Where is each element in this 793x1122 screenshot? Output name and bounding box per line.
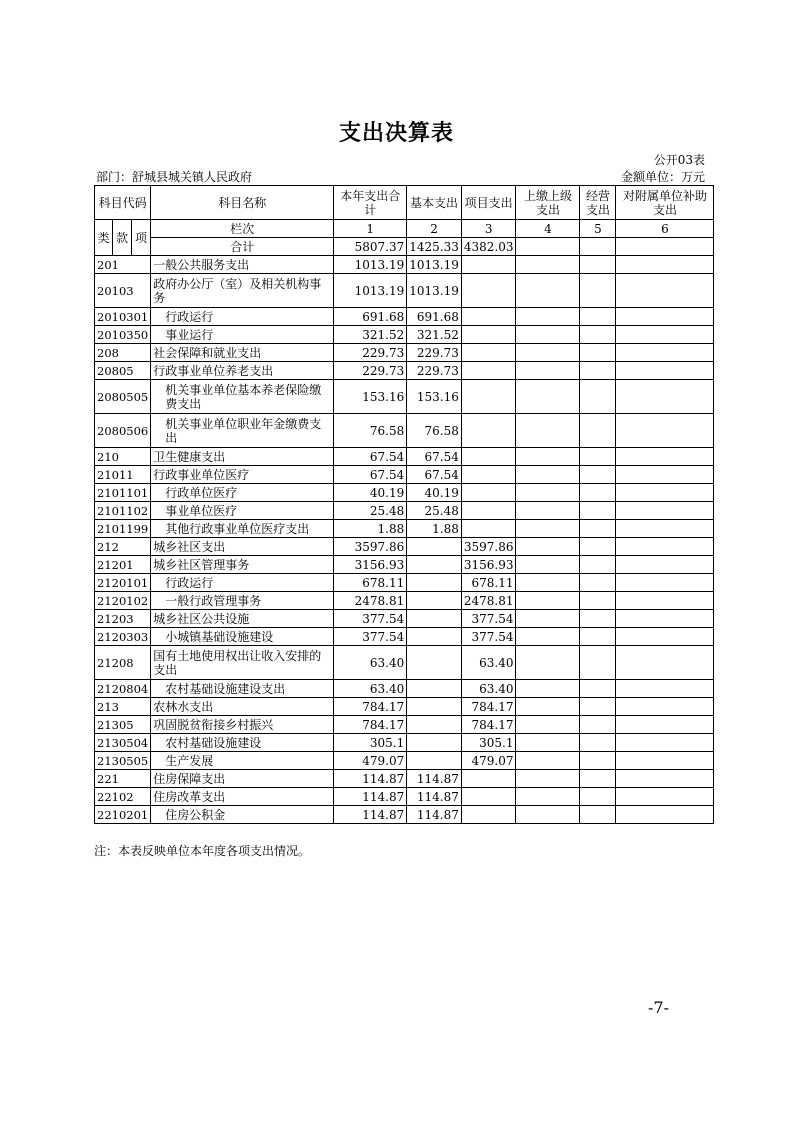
row-empty-cell [580,326,616,344]
row-name: 行政运行 [151,308,334,326]
row-empty-cell [580,274,616,308]
column-number-row [95,220,714,238]
row-code: 2101199 [95,520,151,538]
row-c2 [407,698,462,716]
row-empty-cell [516,788,580,806]
row-c3 [461,466,516,484]
row-c3 [461,448,516,466]
header-kuan: 款 [113,220,131,256]
row-empty-cell [516,256,580,274]
total-c1: 5807.37 [334,238,407,256]
col-number-3: 3 [461,220,516,238]
row-empty-cell [616,538,714,556]
row-c3 [461,770,516,788]
table-row [95,466,714,484]
row-empty-cell [516,734,580,752]
row-c1: 377.54 [334,610,407,628]
row-empty-cell [516,806,580,824]
row-code: 201 [95,256,151,274]
row-code: 2010301 [95,308,151,326]
row-empty-cell [516,414,580,448]
table-row [95,680,714,698]
row-name: 城乡社区管理事务 [151,556,334,574]
row-name: 机关事业单位职业年金缴费支出 [151,414,334,448]
table-row [95,628,714,646]
row-empty-cell [516,362,580,380]
row-c3 [461,326,516,344]
row-empty-cell [516,274,580,308]
row-c1: 229.73 [334,362,407,380]
row-c3: 784.17 [461,716,516,734]
table-row [95,274,714,308]
row-name: 社会保障和就业支出 [151,344,334,362]
row-empty-cell [580,520,616,538]
row-code: 208 [95,344,151,362]
row-name: 卫生健康支出 [151,448,334,466]
row-empty-cell [616,380,714,414]
row-empty-cell [580,592,616,610]
row-empty-cell [580,484,616,502]
row-c3 [461,362,516,380]
header-operating-expenditure: 经营支出 [580,186,616,220]
row-empty-cell [580,414,616,448]
row-name: 住房保障支出 [151,770,334,788]
row-empty-cell [616,716,714,734]
row-c1: 229.73 [334,344,407,362]
row-c1: 1013.19 [334,274,407,308]
row-empty-cell [516,502,580,520]
header-row [95,186,714,220]
row-empty-cell [580,680,616,698]
table-row [95,556,714,574]
row-c2 [407,556,462,574]
row-c3 [461,520,516,538]
row-empty-cell [616,752,714,770]
header-lanci: 栏次 [151,220,334,238]
table-row [95,770,714,788]
row-empty-cell [516,592,580,610]
row-c3: 377.54 [461,628,516,646]
table-note: 注：本表反映单位本年度各项支出情况。 [94,844,311,858]
table-row [95,256,714,274]
row-empty-cell [580,770,616,788]
table-row [95,538,714,556]
total-row [95,238,714,256]
row-empty-cell [580,788,616,806]
form-number: 公开03表 [653,153,705,167]
row-c1: 691.68 [334,308,407,326]
row-c2 [407,680,462,698]
row-empty-cell [516,520,580,538]
table-body [95,256,714,824]
row-empty-cell [616,646,714,680]
row-code: 221 [95,770,151,788]
row-empty-cell [516,556,580,574]
col-number-5: 5 [580,220,616,238]
row-code: 20805 [95,362,151,380]
row-c2: 40.19 [407,484,462,502]
row-name: 城乡社区支出 [151,538,334,556]
row-empty-cell [516,344,580,362]
row-empty-cell [616,448,714,466]
table-row [95,788,714,806]
row-c3: 3156.93 [461,556,516,574]
row-c3: 305.1 [461,734,516,752]
header-name: 科目名称 [151,186,334,220]
row-code: 2120303 [95,628,151,646]
row-c1: 1.88 [334,520,407,538]
table-row [95,414,714,448]
row-empty-cell [616,806,714,824]
row-name: 一般行政管理事务 [151,592,334,610]
col-number-1: 1 [334,220,407,238]
row-c2: 114.87 [407,770,462,788]
row-c1: 67.54 [334,448,407,466]
row-c1: 678.11 [334,574,407,592]
row-c1: 377.54 [334,628,407,646]
row-name: 巩固脱贫衔接乡村振兴 [151,716,334,734]
row-empty-cell [580,574,616,592]
row-empty-cell [616,256,714,274]
row-empty-cell [580,344,616,362]
row-c2: 114.87 [407,806,462,824]
header-xiang: 项 [131,220,150,256]
row-empty-cell [516,448,580,466]
row-c2: 114.87 [407,788,462,806]
header-project-expenditure: 项目支出 [461,186,516,220]
row-c2 [407,716,462,734]
row-c1: 153.16 [334,380,407,414]
row-code: 2101101 [95,484,151,502]
row-empty-cell [616,610,714,628]
row-c2 [407,538,462,556]
row-code: 21011 [95,466,151,484]
row-code: 2130504 [95,734,151,752]
header-lei: 类 [95,220,113,256]
row-code: 21305 [95,716,151,734]
row-name: 住房改革支出 [151,788,334,806]
table-row [95,752,714,770]
row-empty-cell [580,716,616,734]
table-row [95,326,714,344]
row-name: 政府办公厅（室）及相关机构事务 [151,274,334,308]
row-empty-cell [616,788,714,806]
row-empty-cell [516,752,580,770]
row-empty-cell [616,414,714,448]
row-c2 [407,646,462,680]
row-empty-cell [580,380,616,414]
row-empty-cell [516,680,580,698]
row-empty-cell [580,448,616,466]
amount-unit-label: 金额单位：万元 [620,170,705,184]
row-code: 2120102 [95,592,151,610]
expenditure-table [94,185,714,824]
header-remit-superior: 上缴上级支出 [516,186,580,220]
row-empty-cell [616,466,714,484]
row-code: 2010350 [95,326,151,344]
row-c2: 691.68 [407,308,462,326]
table-row [95,502,714,520]
total-label: 合计 [151,238,334,256]
row-empty-cell [580,256,616,274]
row-code: 2080505 [95,380,151,414]
row-empty-cell [516,484,580,502]
row-empty-cell [516,466,580,484]
table-row [95,734,714,752]
row-name: 住房公积金 [151,806,334,824]
row-code: 210 [95,448,151,466]
table-row [95,698,714,716]
row-empty-cell [616,680,714,698]
row-c3 [461,806,516,824]
row-c3 [461,308,516,326]
row-name: 农村基础设施建设支出 [151,680,334,698]
row-empty-cell [580,752,616,770]
row-c3 [461,256,516,274]
row-c3: 63.40 [461,646,516,680]
row-c2: 76.58 [407,414,462,448]
row-c2 [407,610,462,628]
row-c1: 1013.19 [334,256,407,274]
row-name: 行政单位医疗 [151,484,334,502]
header-code: 科目代码 [95,186,151,220]
row-code: 2120101 [95,574,151,592]
row-c3 [461,484,516,502]
row-c2 [407,628,462,646]
row-empty-cell [580,734,616,752]
row-name: 机关事业单位基本养老保险缴费支出 [151,380,334,414]
row-c2: 1013.19 [407,274,462,308]
table-row [95,716,714,734]
row-empty-cell [580,362,616,380]
row-empty-cell [516,538,580,556]
row-c3: 3597.86 [461,538,516,556]
page-title: 支出决算表 [338,121,454,146]
row-empty-cell [516,380,580,414]
row-c3: 2478.81 [461,592,516,610]
row-empty-cell [616,308,714,326]
row-c1: 63.40 [334,680,407,698]
row-empty-cell [616,592,714,610]
total-c3: 4382.03 [461,238,516,256]
row-empty-cell [516,326,580,344]
table-row [95,344,714,362]
row-c1: 305.1 [334,734,407,752]
row-empty-cell [616,484,714,502]
row-empty-cell [580,610,616,628]
row-c1: 321.52 [334,326,407,344]
row-empty-cell [516,628,580,646]
row-code: 21203 [95,610,151,628]
row-c1: 479.07 [334,752,407,770]
row-c1: 114.87 [334,806,407,824]
table-row [95,592,714,610]
row-empty-cell [580,646,616,680]
row-c2 [407,752,462,770]
row-empty-cell [516,716,580,734]
row-code: 21208 [95,646,151,680]
row-c3 [461,274,516,308]
row-empty-cell [516,770,580,788]
department-label: 部门：舒城县城关镇人民政府 [96,170,253,184]
row-code: 20103 [95,274,151,308]
row-name: 小城镇基础设施建设 [151,628,334,646]
row-c2: 67.54 [407,466,462,484]
row-name: 农村基础设施建设 [151,734,334,752]
row-empty-cell [580,698,616,716]
row-c2: 25.48 [407,502,462,520]
table-row [95,574,714,592]
row-empty-cell [516,610,580,628]
row-code: 212 [95,538,151,556]
row-name: 国有土地使用权出让收入安排的支出 [151,646,334,680]
row-empty-cell [616,734,714,752]
row-name: 农林水支出 [151,698,334,716]
row-empty-cell [516,698,580,716]
row-name: 生产发展 [151,752,334,770]
row-c2: 67.54 [407,448,462,466]
row-empty-cell [616,362,714,380]
total-c2: 1425.33 [407,238,462,256]
table-row [95,362,714,380]
row-empty-cell [580,538,616,556]
row-name: 行政运行 [151,574,334,592]
row-empty-cell [616,326,714,344]
row-c3 [461,414,516,448]
row-c1: 784.17 [334,716,407,734]
table-row [95,380,714,414]
row-empty-cell [516,574,580,592]
row-empty-cell [580,308,616,326]
table-row [95,610,714,628]
row-c1: 114.87 [334,788,407,806]
row-code: 2120804 [95,680,151,698]
row-c2 [407,734,462,752]
row-c2 [407,574,462,592]
row-c2: 229.73 [407,362,462,380]
row-c3 [461,380,516,414]
col-number-6: 6 [616,220,714,238]
table-row [95,646,714,680]
row-empty-cell [616,770,714,788]
row-c3: 479.07 [461,752,516,770]
row-code: 2210201 [95,806,151,824]
row-name: 一般公共服务支出 [151,256,334,274]
row-code: 22102 [95,788,151,806]
row-code: 213 [95,698,151,716]
row-empty-cell [580,628,616,646]
row-c3 [461,344,516,362]
page-number: -7- [648,998,669,1017]
row-code: 2101102 [95,502,151,520]
row-empty-cell [616,574,714,592]
row-c1: 2478.81 [334,592,407,610]
table-row [95,448,714,466]
row-name: 事业运行 [151,326,334,344]
table-row [95,308,714,326]
row-c3 [461,502,516,520]
row-empty-cell [616,344,714,362]
row-empty-cell [616,274,714,308]
row-c3: 63.40 [461,680,516,698]
row-empty-cell [580,502,616,520]
row-c1: 784.17 [334,698,407,716]
row-c1: 3597.86 [334,538,407,556]
table-row [95,520,714,538]
row-code: 2130505 [95,752,151,770]
row-empty-cell [616,628,714,646]
row-empty-cell [616,520,714,538]
row-empty-cell [616,556,714,574]
row-name: 城乡社区公共设施 [151,610,334,628]
row-name: 事业单位医疗 [151,502,334,520]
table-row [95,806,714,824]
row-empty-cell [516,308,580,326]
row-c1: 3156.93 [334,556,407,574]
row-empty-cell [616,698,714,716]
row-c3 [461,788,516,806]
row-empty-cell [580,556,616,574]
row-name: 行政事业单位养老支出 [151,362,334,380]
row-c3: 784.17 [461,698,516,716]
header-total-expenditure: 本年支出合计 [334,186,407,220]
row-empty-cell [516,646,580,680]
row-code: 21201 [95,556,151,574]
row-c2: 1.88 [407,520,462,538]
row-c2: 321.52 [407,326,462,344]
row-empty-cell [580,806,616,824]
row-empty-cell [616,502,714,520]
header-subsidy-affiliates: 对附属单位补助支出 [616,186,714,220]
header-basic-expenditure: 基本支出 [407,186,462,220]
row-c1: 76.58 [334,414,407,448]
row-c2 [407,592,462,610]
row-c2: 1013.19 [407,256,462,274]
row-c1: 25.48 [334,502,407,520]
row-name: 行政事业单位医疗 [151,466,334,484]
row-code: 2080506 [95,414,151,448]
col-number-2: 2 [407,220,462,238]
table-row [95,484,714,502]
row-c1: 67.54 [334,466,407,484]
row-c1: 63.40 [334,646,407,680]
row-name: 其他行政事业单位医疗支出 [151,520,334,538]
col-number-4: 4 [516,220,580,238]
row-c1: 40.19 [334,484,407,502]
row-c1: 114.87 [334,770,407,788]
row-c2: 229.73 [407,344,462,362]
row-empty-cell [580,466,616,484]
row-c2: 153.16 [407,380,462,414]
row-c3: 377.54 [461,610,516,628]
row-c3: 678.11 [461,574,516,592]
